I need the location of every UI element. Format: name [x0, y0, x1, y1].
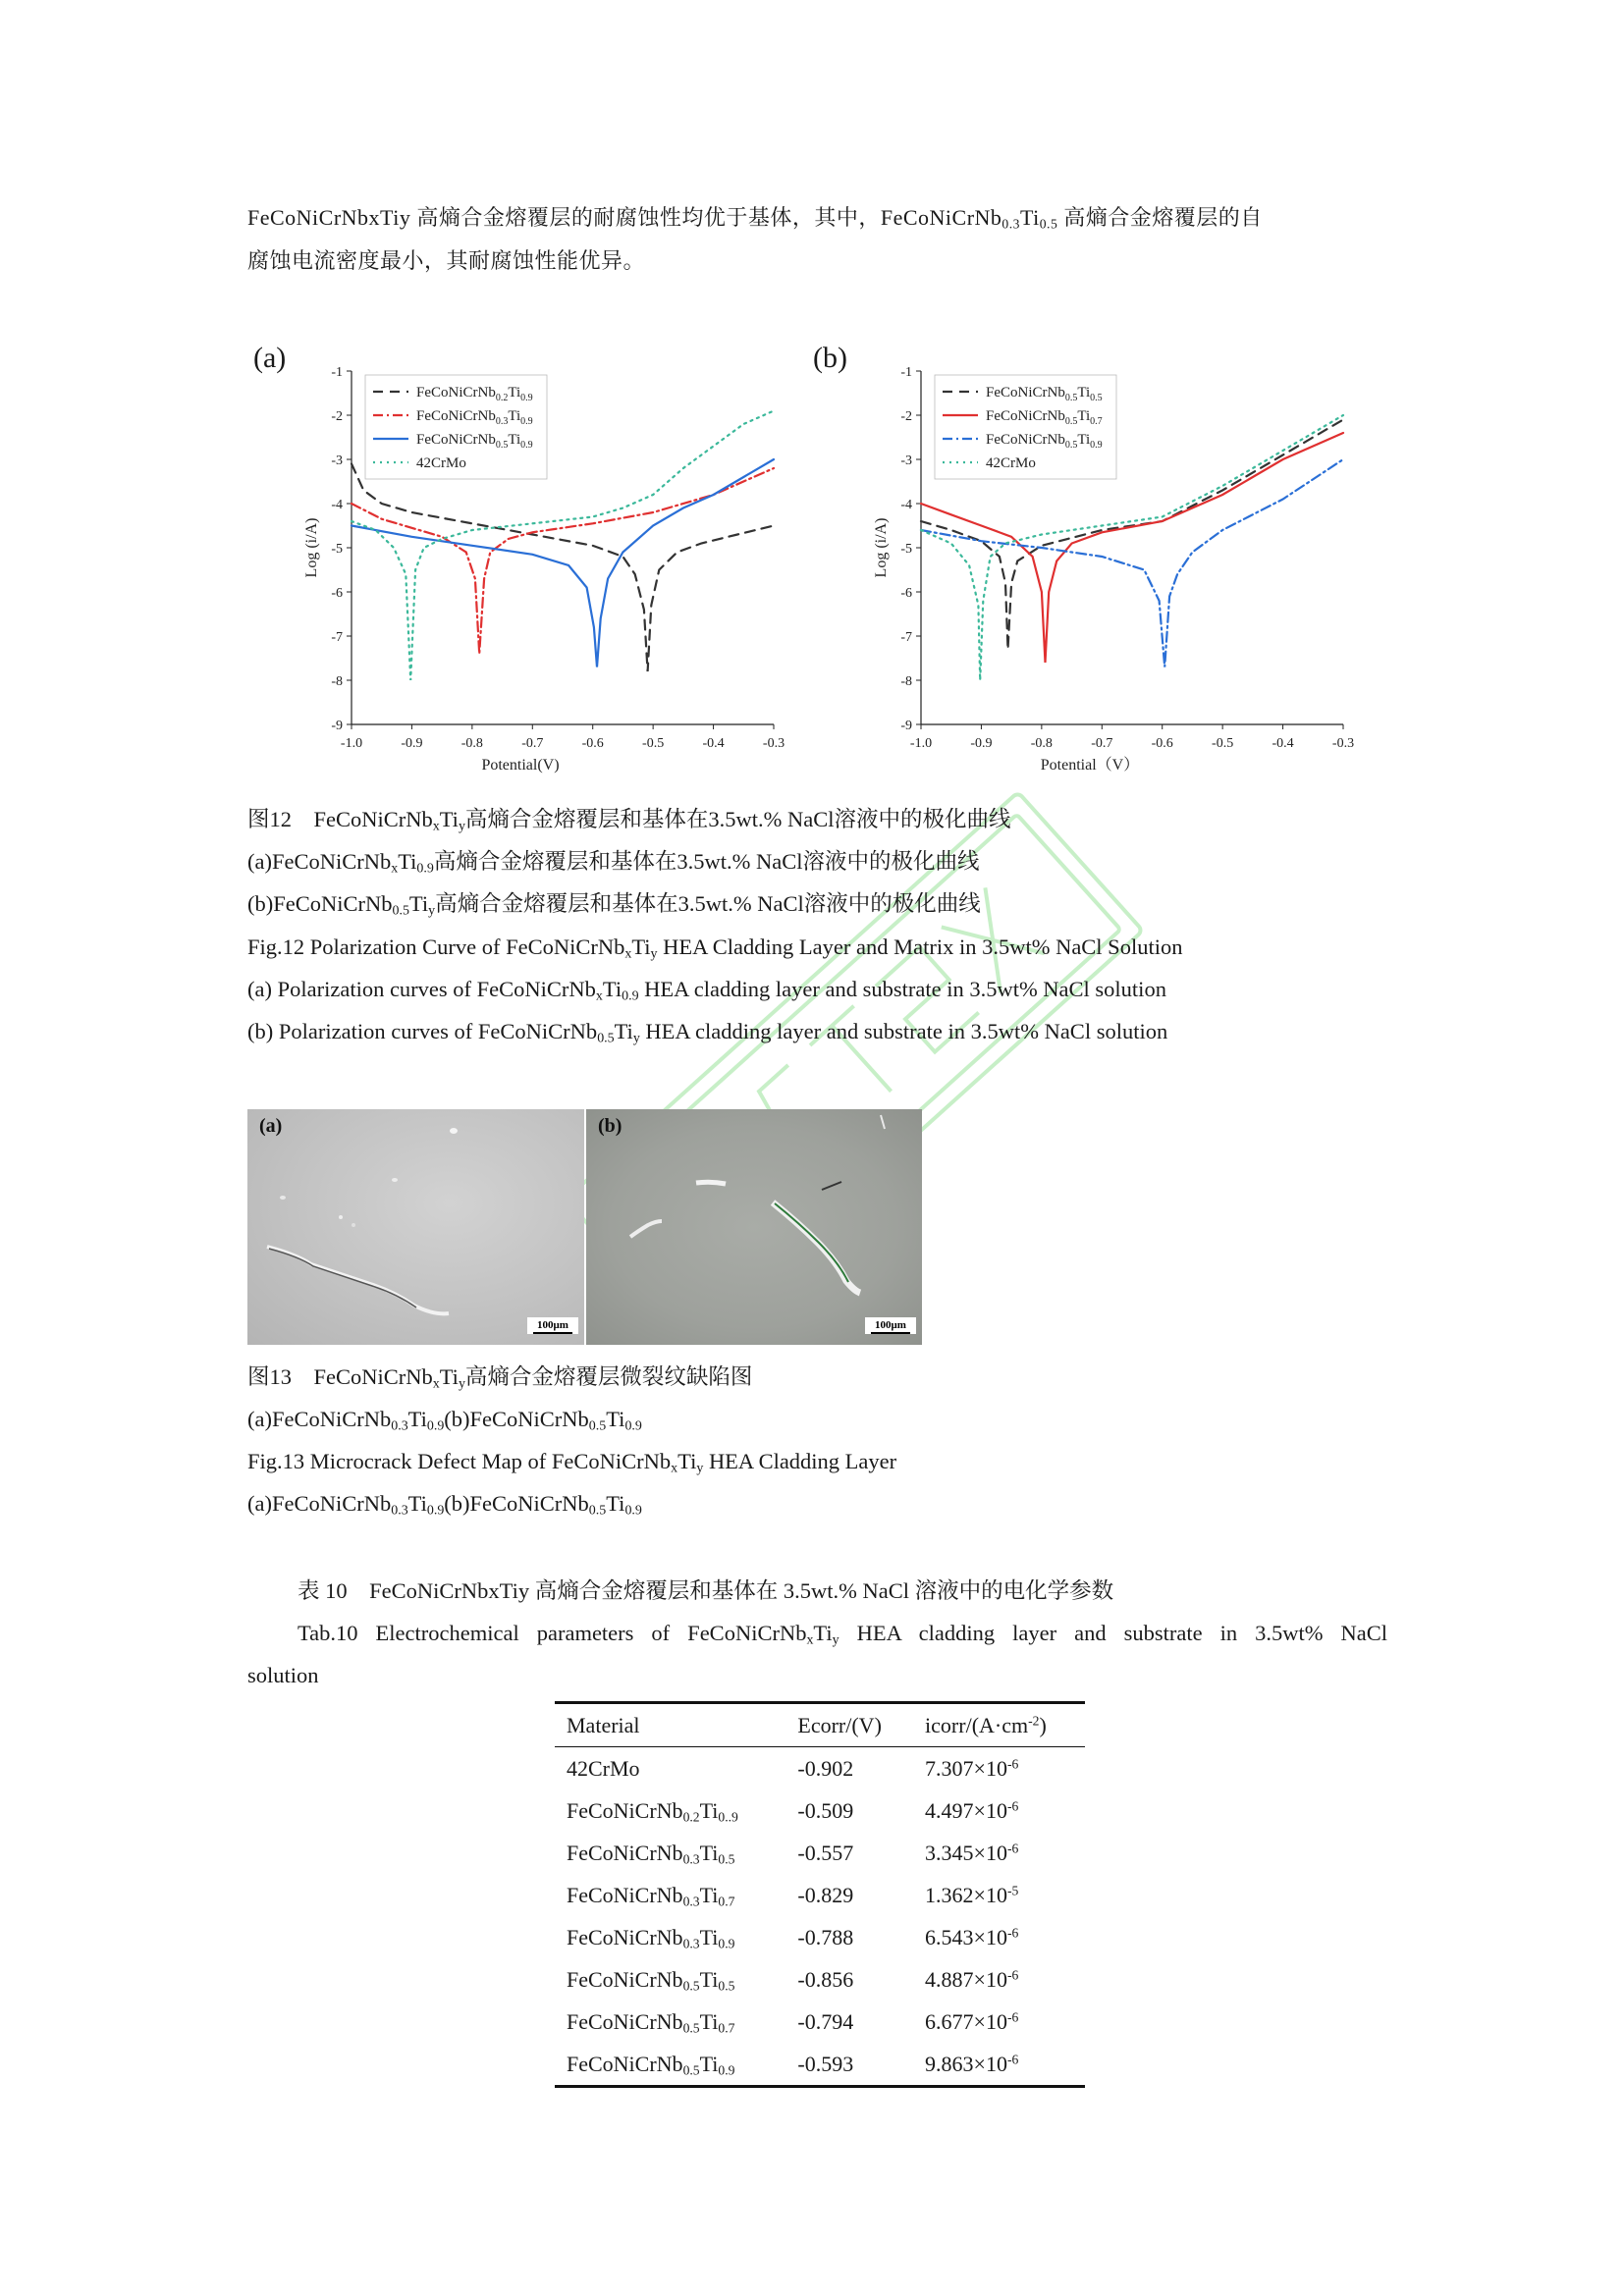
x-tick-label: -1.0	[909, 736, 933, 751]
legend-entry-1: $FeCoNiCrNb_{0.3}Ti_{0.9}$	[416, 408, 533, 427]
fig12-caption-en-b: (b) Polarization curves of $FeCoNiCrNb_{0.5}Ti_y$ HEA cladding layer and substrate in 3.5wt% NaCl solution	[247, 1019, 1168, 1046]
th-icorr: icorr/$(A\cdot cm^{-2})$	[925, 1712, 1047, 1737]
fig13-caption-cn-title: 图13 $FeCoNiCrNb_xTi_y$高熵合金熔覆层微裂纹缺陷图	[247, 1364, 753, 1392]
cell-material: $FeCoNiCrNb_{0.5}Ti_{0.7}$	[567, 2008, 735, 2035]
x-tick-label: -0.3	[1331, 736, 1355, 751]
cell-ecorr: -0.794	[797, 2008, 854, 2034]
table-row	[555, 1958, 1085, 2001]
fig13-caption-en-title: Fig.13 Microcrack Defect Map of $FeCoNiCrNb_xTi_y$ HEA Cladding Layer	[247, 1449, 897, 1476]
cell-ecorr: -0.593	[797, 2051, 854, 2076]
x-tick-label: -0.8	[460, 736, 483, 751]
table-row	[555, 1916, 1085, 1958]
y-tick-label: -1	[900, 365, 912, 380]
cell-icorr: $4.497\times 10^{-6}$	[925, 1797, 1019, 1823]
fig13-caption-en-sub: $(a)FeCoNiCrNb_{0.3}Ti_{0.9}(b)FeCoNiCrNb_{0.5}Ti_{0.9}$	[247, 1491, 642, 1519]
cell-icorr: $6.677\times 10^{-6}$	[925, 2008, 1019, 2034]
cell-icorr: $4.887\times 10^{-6}$	[925, 1966, 1019, 1992]
th-ecorr: Ecorr/(V)	[797, 1712, 882, 1737]
fig13-caption-cn-sub: $(a)FeCoNiCrNb_{0.3}Ti_{0.9}(b)FeCoNiCrNb_{0.5}Ti_{0.9}$	[247, 1407, 642, 1434]
y-tick-label: -9	[900, 719, 912, 733]
fig12-caption-cn-title: 图12 $FeCoNiCrNb_xTi_y$高熵合金熔覆层和基体在3.5wt.% NaCl溶液中的极化曲线	[247, 807, 1011, 834]
body-line-2: 腐蚀电流密度最小，其耐腐蚀性能优异。	[247, 248, 646, 273]
cell-ecorr: -0.788	[797, 1924, 854, 1949]
y-tick-label: -3	[331, 454, 343, 468]
y-axis-label: Log (i/A)	[303, 517, 320, 578]
table-row	[555, 1789, 1085, 1832]
table10-title-cn: 表 10 FeCoNiCrNbxTiy 高熵合金熔覆层和基体在 3.5wt.% NaCl 溶液中的电化学参数	[298, 1578, 1114, 1603]
cell-material: $FeCoNiCrNb_{0.3}Ti_{0.5}$	[567, 1840, 735, 1866]
sem-a-scale-bar: 100μm	[527, 1317, 578, 1334]
cell-material: $FeCoNiCrNb_{0.3}Ti_{0.9}$	[567, 1924, 735, 1950]
polarization-chart-a	[295, 353, 815, 805]
cell-ecorr: -0.856	[797, 1966, 854, 1992]
y-tick-label: -2	[331, 409, 343, 424]
cell-ecorr: -0.829	[797, 1882, 854, 1907]
x-axis-label: Potential(V)	[481, 757, 560, 774]
table10	[555, 1701, 1085, 2088]
y-tick-label: -8	[331, 674, 343, 689]
table10-title-en-line2: solution	[247, 1663, 319, 1687]
body-line-1: FeCoNiCrNbxTiy 高熵合金熔覆层的耐腐蚀性均优于基体，其中，$FeCoNiCrNb_{0.3}Ti_{0.5}$ 高熵合金熔覆层的自	[247, 205, 1263, 232]
y-tick-label: -2	[900, 409, 912, 424]
polarization-chart-b	[864, 353, 1384, 805]
cell-icorr: $7.307\times 10^{-6}$	[925, 1755, 1019, 1781]
x-tick-label: -0.5	[1212, 736, 1234, 751]
legend-entry-2: $FeCoNiCrNb_{0.5}Ti_{0.9}$	[416, 432, 533, 451]
y-tick-label: -3	[900, 454, 912, 468]
cell-ecorr: -0.509	[797, 1797, 854, 1823]
table-row	[555, 1874, 1085, 1916]
sem-a-label: (a)	[259, 1115, 283, 1137]
sem-b-texture	[586, 1109, 922, 1345]
x-tick-label: -1.0	[340, 736, 363, 751]
fig12-panel-b-label: (b)	[813, 342, 847, 374]
cell-ecorr: -0.557	[797, 1840, 854, 1865]
y-tick-label: -6	[900, 586, 912, 601]
legend-entry-1: $FeCoNiCrNb_{0.5}Ti_{0.7}$	[986, 408, 1103, 427]
table10-header	[555, 1703, 1085, 1747]
series-line-2	[352, 459, 774, 667]
cell-icorr: $9.863\times 10^{-6}$	[925, 2051, 1019, 2076]
fig12-panel-a-label: (a)	[253, 342, 287, 374]
fig12-caption-cn-b: $(b)FeCoNiCrNb_{0.5}Ti_y$高熵合金熔覆层和基体在3.5wt.% NaCl溶液中的极化曲线	[247, 891, 981, 919]
fig12-caption-en-a: (a) Polarization curves of $FeCoNiCrNb_xTi_{0.9}$ HEA cladding layer and substrate in 3.5wt% NaCl solution	[247, 977, 1166, 1004]
x-tick-label: -0.5	[642, 736, 665, 751]
y-axis-label: Log (i/A)	[873, 517, 890, 578]
table10-header-row	[555, 1703, 1085, 1747]
series-line-2	[921, 459, 1343, 667]
x-tick-label: -0.3	[762, 736, 785, 751]
legend-entry-0: $FeCoNiCrNb_{0.2}Ti_{0.9}$	[416, 385, 533, 403]
cell-material: $FeCoNiCrNb_{0.5}Ti_{0.5}$	[567, 1966, 735, 1993]
table-row	[555, 1832, 1085, 1874]
th-material: Material	[567, 1712, 640, 1737]
x-tick-label: -0.6	[1151, 736, 1173, 751]
y-tick-label: -5	[331, 542, 343, 557]
table10-body	[555, 1747, 1085, 2087]
fig12-caption-cn-a: $(a)FeCoNiCrNb_xTi_{0.9}$高熵合金熔覆层和基体在3.5wt.% NaCl溶液中的极化曲线	[247, 849, 980, 877]
legend-entry-2: $FeCoNiCrNb_{0.5}Ti_{0.9}$	[986, 432, 1103, 451]
legend-entry-0: $FeCoNiCrNb_{0.5}Ti_{0.5}$	[986, 385, 1103, 403]
x-tick-label: -0.7	[521, 736, 544, 751]
table-row	[555, 2001, 1085, 2043]
cell-material: $FeCoNiCrNb_{0.5}Ti_{0.9}$	[567, 2051, 735, 2077]
y-tick-label: -9	[331, 719, 343, 733]
legend-entry-3: 42CrMo	[986, 455, 1036, 471]
body-paragraph	[247, 196, 1386, 283]
y-tick-label: -4	[900, 498, 912, 512]
sem-b-scale-bar: 100μm	[865, 1317, 916, 1334]
sem-a-texture	[247, 1109, 584, 1345]
sem-micrograph-a	[247, 1109, 584, 1345]
y-tick-label: -6	[331, 586, 343, 601]
x-tick-label: -0.4	[1272, 736, 1294, 751]
sem-b-label: (b)	[598, 1115, 623, 1137]
x-axis-label: Potential（V）	[1040, 757, 1140, 774]
cell-material: 42CrMo	[567, 1755, 640, 1781]
fig12-caption-en-title: Fig.12 Polarization Curve of $FeCoNiCrNb_xTi_y$ HEA Cladding Layer and Matrix in 3.5wt% NaCl Solution	[247, 934, 1183, 962]
cell-icorr: $6.543\times 10^{-6}$	[925, 1924, 1019, 1949]
table10-title-en: Tab.10 Electrochemical parameters of $FeCoNiCrNb_xTi_y$ HEA cladding layer and substrate in 3.5wt% NaCl	[298, 1621, 1387, 1648]
x-tick-label: -0.9	[970, 736, 993, 751]
cell-material: $FeCoNiCrNb_{0.3}Ti_{0.7}$	[567, 1882, 735, 1908]
y-tick-label: -7	[331, 630, 343, 645]
x-tick-label: -0.8	[1030, 736, 1053, 751]
x-tick-label: -0.7	[1091, 736, 1113, 751]
x-tick-label: -0.9	[401, 736, 423, 751]
cell-icorr: $1.362\times 10^{-5}$	[925, 1882, 1019, 1907]
y-tick-label: -7	[900, 630, 912, 645]
y-tick-label: -4	[331, 498, 343, 512]
cell-material: $FeCoNiCrNb_{0.2}Ti_{0..9}$	[567, 1797, 738, 1824]
x-tick-label: -0.4	[702, 736, 725, 751]
y-tick-label: -8	[900, 674, 912, 689]
cell-ecorr: -0.902	[797, 1755, 854, 1781]
table-row	[555, 1747, 1085, 1790]
sem-micrograph-b	[586, 1109, 922, 1345]
x-tick-label: -0.6	[581, 736, 604, 751]
table-row	[555, 2043, 1085, 2087]
legend-entry-3: 42CrMo	[416, 455, 466, 471]
y-tick-label: -1	[331, 365, 343, 380]
y-tick-label: -5	[900, 542, 912, 557]
cell-icorr: $3.345\times 10^{-6}$	[925, 1840, 1019, 1865]
